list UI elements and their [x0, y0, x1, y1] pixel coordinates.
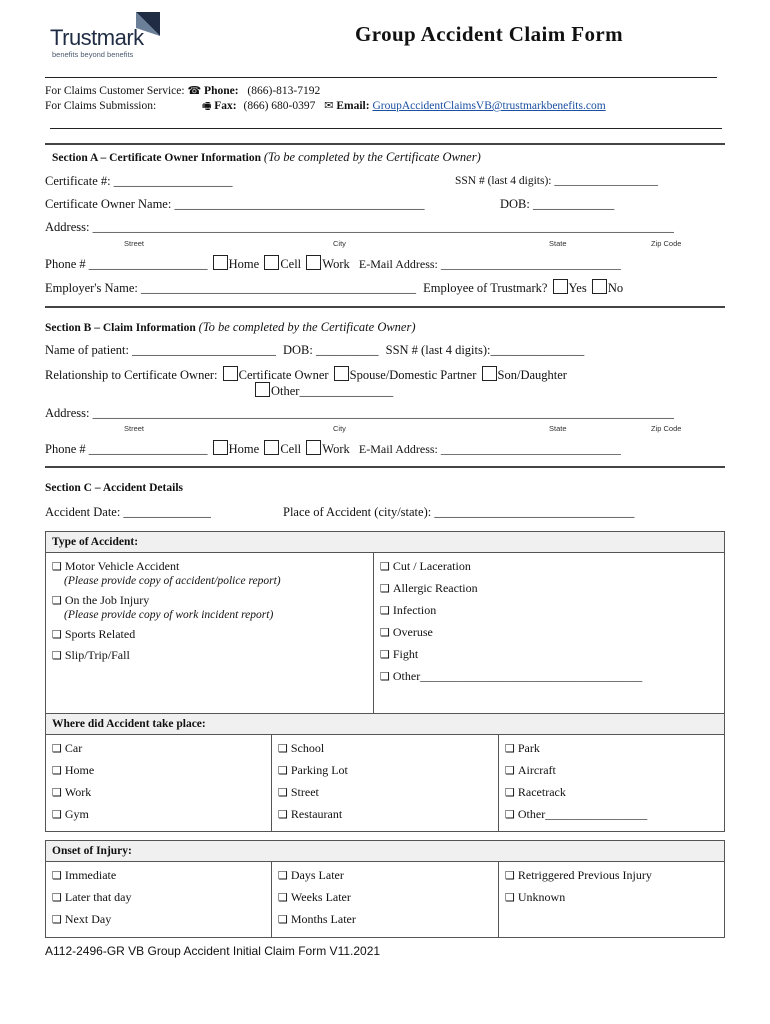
checkbox-icon: ❑: [505, 764, 515, 777]
option-home-checkbox[interactable]: [52, 763, 265, 778]
option-label: Restaurant: [290, 807, 343, 821]
rel-other-field[interactable]: Other_______________: [271, 384, 394, 398]
rel-owner-checkbox[interactable]: [223, 366, 238, 381]
owner-ssn-field[interactable]: SSN # (last 4 digits): __________________: [455, 175, 658, 187]
checkbox-icon: ❑: [505, 808, 515, 821]
checkbox-icon: ❑: [52, 786, 62, 799]
logo-tagline: benefits beyond benefits: [52, 50, 134, 59]
checkbox-icon: ❑: [278, 764, 288, 777]
checkbox-icon: ❑: [380, 604, 390, 617]
title-rule: [45, 77, 717, 78]
option-label: Gym: [64, 807, 89, 821]
option-fight-checkbox[interactable]: [380, 647, 718, 662]
submission-contact-line: For Claims Submission: 🖷 Fax: (866) 680-0397 ✉ Email: GroupAccidentClaimsVB@trustmarkbenefits.com: [45, 99, 606, 112]
checkbox-icon: ❑: [52, 742, 62, 755]
type-right-column: [374, 553, 725, 721]
employer-row: Employer's Name: ____________________________________________ Employee of Trustmark? Yes No: [45, 281, 624, 295]
owner-address-field[interactable]: Address: _____________________________________________________________________________________________: [45, 220, 674, 234]
checkbox-icon: ❑: [52, 764, 62, 777]
checkbox-icon: ❑: [52, 808, 62, 821]
employee-yes-checkbox[interactable]: [553, 279, 568, 294]
option-cut-laceration-checkbox[interactable]: [380, 559, 718, 574]
email-icon: ✉: [324, 99, 334, 112]
relationship-other-row: [253, 382, 393, 399]
addr-state-label: State: [549, 239, 567, 248]
option-label: Other_________________: [517, 807, 648, 821]
section-c-rule: [45, 466, 725, 468]
checkbox-icon: ❑: [52, 869, 62, 882]
option-other-checkbox[interactable]: [380, 669, 718, 684]
checkbox-icon: ❑: [380, 626, 390, 639]
checkbox-icon: ❑: [505, 869, 515, 882]
checkbox-icon: ❑: [380, 582, 390, 595]
section-b-rule: [45, 306, 725, 308]
option-label: Retriggered Previous Injury: [517, 868, 652, 882]
option-school-checkbox[interactable]: [278, 741, 492, 756]
option-racetrack-checkbox[interactable]: [505, 785, 718, 800]
certificate-number-field[interactable]: Certificate #: ___________________: [45, 174, 233, 188]
checkbox-icon: ❑: [505, 786, 515, 799]
phone-icon: ☎: [187, 84, 202, 97]
patient-phone-row: Phone # ___________________ Home Cell Work E-Mail Address: ______________________________: [45, 442, 621, 456]
rel-other-checkbox[interactable]: [255, 382, 270, 397]
checkbox-icon: ❑: [278, 891, 288, 904]
option-label: Slip/Trip/Fall: [64, 648, 130, 662]
section-b-heading: Section B – Claim Information (To be completed by the Certificate Owner): [45, 320, 416, 334]
option-label: Later that day: [64, 890, 132, 904]
patient-phone-home-checkbox[interactable]: [213, 440, 228, 455]
option-next-day-checkbox[interactable]: [52, 912, 265, 927]
owner-phone-home-checkbox[interactable]: [213, 255, 228, 270]
checkbox-icon: ❑: [278, 869, 288, 882]
b-addr-city-label: City: [333, 424, 346, 433]
checkbox-icon: ❑: [278, 742, 288, 755]
checkbox-icon: ❑: [505, 891, 515, 904]
option-immediate-checkbox[interactable]: [52, 868, 265, 883]
option-label: Allergic Reaction: [392, 581, 478, 595]
option-label: Infection: [392, 603, 437, 617]
type-of-accident-header: Type of Accident:: [46, 532, 725, 553]
patient-email-field[interactable]: E-Mail Address: ______________________________: [358, 442, 621, 456]
checkbox-icon: ❑: [278, 808, 288, 821]
type-left-column: [46, 553, 374, 721]
option-retriggered-previous-injury-checkbox[interactable]: [505, 868, 718, 883]
option-label: Days Later: [290, 868, 344, 882]
option-label: Racetrack: [517, 785, 566, 799]
option-label: Work: [64, 785, 92, 799]
option-note: (Please provide copy of work incident report): [64, 609, 274, 621]
option-gym-checkbox[interactable]: [52, 807, 265, 822]
claims-email-link[interactable]: GroupAccidentClaimsVB@trustmarkbenefits.com: [372, 100, 606, 112]
option-label: Weeks Later: [290, 890, 351, 904]
patient-row: [45, 343, 584, 358]
fax-icon: 🖷: [201, 101, 212, 112]
checkbox-icon: ❑: [52, 560, 62, 573]
option-work-checkbox[interactable]: [52, 785, 265, 800]
contact-rule: [50, 128, 722, 129]
option-on-the-job-injury-checkbox[interactable]: [52, 593, 367, 608]
option-label: Fight: [392, 647, 419, 661]
option-sports-related-checkbox[interactable]: [52, 627, 367, 642]
checkbox-icon: ❑: [380, 560, 390, 573]
patient-phone-work-checkbox[interactable]: [306, 440, 321, 455]
trustmark-logo: [50, 12, 165, 60]
addr-zip-label: Zip Code: [651, 239, 682, 248]
option-label: Motor Vehicle Accident: [64, 559, 180, 573]
checkbox-icon: ❑: [278, 786, 288, 799]
owner-phone-work-checkbox[interactable]: [306, 255, 321, 270]
accident-date-field[interactable]: Accident Date: ______________: [45, 505, 211, 519]
option-label: Street: [290, 785, 319, 799]
checkbox-icon: ❑: [380, 648, 390, 661]
option-infection-checkbox[interactable]: [380, 603, 718, 618]
addr-city-label: City: [333, 239, 346, 248]
patient-name-field[interactable]: Name of patient: _______________________: [45, 343, 276, 357]
owner-phone-field[interactable]: Phone # ___________________: [45, 257, 208, 271]
checkbox-icon: ❑: [52, 628, 62, 641]
patient-ssn-field[interactable]: SSN # (last 4 digits):_______________: [385, 343, 585, 357]
rel-spouse-checkbox[interactable]: [334, 366, 349, 381]
option-label: Months Later: [290, 912, 356, 926]
checkbox-icon: ❑: [52, 913, 62, 926]
option-label: Next Day: [64, 912, 112, 926]
employer-name-field[interactable]: Employer's Name: ____________________________________________: [45, 281, 416, 295]
option-label: Immediate: [64, 868, 117, 882]
option-car-checkbox[interactable]: [52, 741, 265, 756]
option-label: On the Job Injury: [64, 593, 150, 607]
section-a-rule: [45, 143, 725, 145]
option-label: Aircraft: [517, 763, 556, 777]
b-addr-zip-label: Zip Code: [651, 424, 682, 433]
option-label: Cut / Laceration: [392, 559, 471, 573]
owner-dob-field[interactable]: DOB: _____________: [500, 197, 615, 211]
owner-phone-row: Phone # ___________________ Home Cell Work E-Mail Address: ______________________________: [45, 257, 621, 271]
b-addr-street-label: Street: [124, 424, 145, 433]
patient-phone-cell-checkbox[interactable]: [264, 440, 279, 455]
section-c-heading: Section C – Accident Details: [45, 482, 183, 494]
checkbox-icon: ❑: [380, 670, 390, 683]
option-label: Overuse: [392, 625, 433, 639]
option-slip-trip-fall-checkbox[interactable]: [52, 648, 367, 663]
relationship-row: Relationship to Certificate Owner: Certificate Owner Spouse/Domestic Partner Son/Daughter: [45, 368, 567, 382]
where-header: Where did Accident take place:: [46, 714, 725, 735]
option-later-that-day-checkbox[interactable]: [52, 890, 265, 905]
option-aircraft-checkbox[interactable]: [505, 763, 718, 778]
option-weeks-later-checkbox[interactable]: [278, 890, 492, 905]
logo-wordmark: Trustmark: [50, 25, 144, 50]
form-title: Group Accident Claim Form: [355, 22, 624, 46]
type-of-accident-table: [45, 531, 725, 721]
option-parking-lot-checkbox[interactable]: [278, 763, 492, 778]
option-unknown-checkbox[interactable]: [505, 890, 718, 905]
checkbox-icon: ❑: [52, 649, 62, 662]
option-label: School: [290, 741, 325, 755]
checkbox-icon: ❑: [505, 742, 515, 755]
service-contact-line: For Claims Customer Service: ☎ Phone: (866)-813-7192: [45, 84, 321, 97]
option-days-later-checkbox[interactable]: [278, 868, 492, 883]
option-other-checkbox[interactable]: [505, 807, 718, 822]
accident-place-field[interactable]: Place of Accident (city/state): ________________________________: [283, 505, 635, 519]
rel-child-checkbox[interactable]: [482, 366, 497, 381]
option-note: (Please provide copy of accident/police report): [64, 575, 281, 587]
option-label: Sports Related: [64, 627, 136, 641]
checkbox-icon: ❑: [278, 913, 288, 926]
option-label: Unknown: [517, 890, 566, 904]
patient-phone-field[interactable]: Phone # ___________________: [45, 442, 208, 456]
onset-table: [45, 840, 725, 938]
onset-header: Onset of Injury:: [46, 841, 725, 862]
option-restaurant-checkbox[interactable]: [278, 807, 492, 822]
addr-street-label: Street: [124, 239, 145, 248]
checkbox-icon: ❑: [52, 594, 62, 607]
where-accident-table: [45, 713, 725, 832]
owner-phone-cell-checkbox[interactable]: [264, 255, 279, 270]
option-label: Other_____________________________________: [392, 669, 643, 683]
owner-email-field[interactable]: E-Mail Address: ______________________________: [358, 257, 621, 271]
b-addr-state-label: State: [549, 424, 567, 433]
owner-name-field[interactable]: Certificate Owner Name: ________________________________________: [45, 197, 425, 211]
option-label: Car: [64, 741, 83, 755]
option-allergic-reaction-checkbox[interactable]: [380, 581, 718, 596]
section-a-heading: Section A – Certificate Owner Information (To be completed by the Certificate Owner): [52, 150, 481, 164]
option-label: Park: [517, 741, 540, 755]
form-footer: A112-2496-GR VB Group Accident Initial Claim Form V11.2021: [45, 944, 381, 958]
patient-address-field[interactable]: Address: _____________________________________________________________________________________________: [45, 406, 674, 420]
option-months-later-checkbox[interactable]: [278, 912, 492, 927]
option-overuse-checkbox[interactable]: [380, 625, 718, 640]
option-street-checkbox[interactable]: [278, 785, 492, 800]
checkbox-icon: ❑: [52, 891, 62, 904]
option-motor-vehicle-accident-checkbox[interactable]: [52, 559, 367, 574]
option-label: Home: [64, 763, 95, 777]
option-label: Parking Lot: [290, 763, 348, 777]
employee-no-checkbox[interactable]: [592, 279, 607, 294]
option-park-checkbox[interactable]: [505, 741, 718, 756]
patient-dob-field[interactable]: DOB: __________: [283, 343, 379, 357]
